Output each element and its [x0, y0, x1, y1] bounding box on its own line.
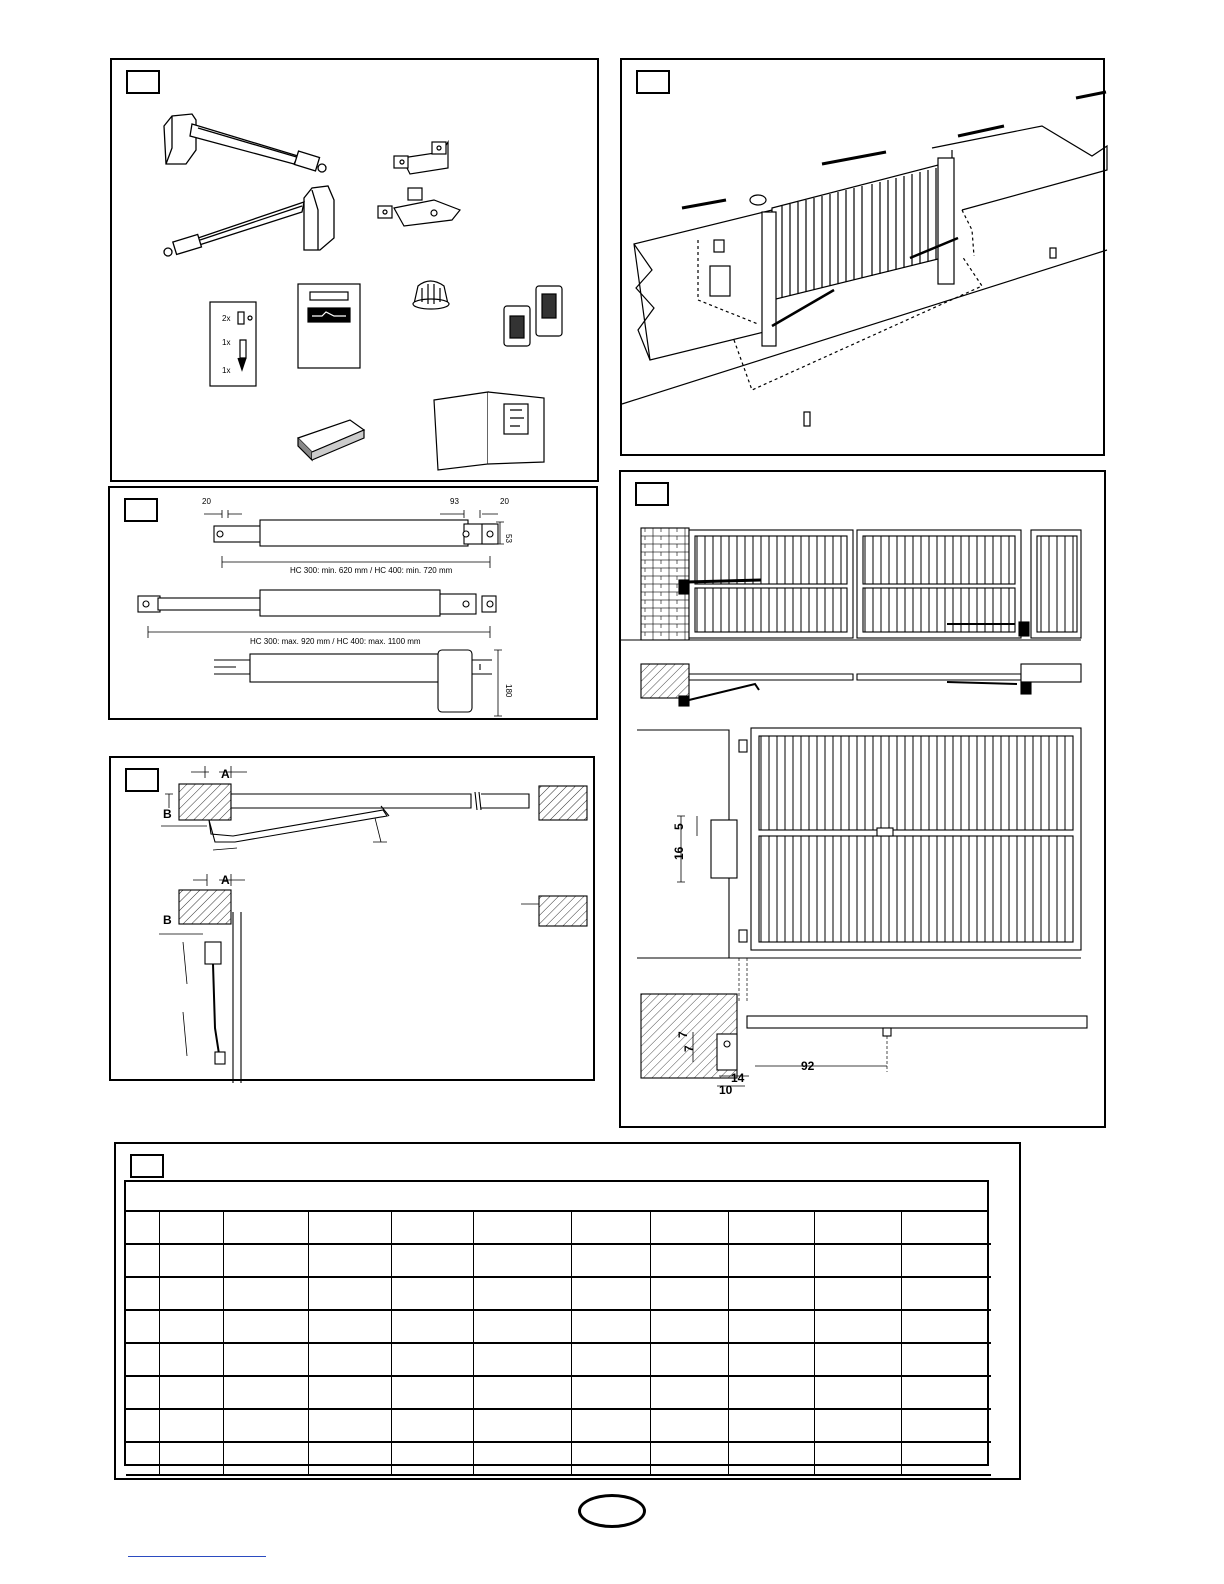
table-cell	[126, 1410, 160, 1443]
panel-kit-contents	[110, 58, 599, 482]
table-cell	[651, 1212, 729, 1245]
dim-20-right-label: 20	[500, 497, 509, 506]
mount-b-bottom-label: B	[163, 913, 172, 927]
dim-5-label: 5	[672, 823, 686, 830]
table-cell	[902, 1443, 991, 1476]
table-cell	[126, 1377, 160, 1410]
table-cell	[392, 1344, 474, 1377]
dim-93-label: 93	[450, 497, 459, 506]
table-cell	[309, 1212, 392, 1245]
table-cell	[902, 1311, 991, 1344]
table-cell	[224, 1410, 309, 1443]
table-cell	[902, 1245, 991, 1278]
table-cell	[815, 1443, 902, 1476]
table-cell	[815, 1311, 902, 1344]
table-cell	[902, 1410, 991, 1443]
page-number-oval	[578, 1494, 646, 1528]
dim-16-label: 16	[672, 846, 686, 860]
table-cell	[126, 1278, 160, 1311]
mount-a-top-label: A	[221, 767, 230, 781]
footer-link-underline	[128, 1556, 266, 1557]
dim-20-left-label: 20	[202, 497, 211, 506]
table-cell	[392, 1212, 474, 1245]
table-cell	[224, 1278, 309, 1311]
table-cell	[815, 1410, 902, 1443]
table-cell	[902, 1377, 991, 1410]
table-cell	[651, 1311, 729, 1344]
table-cell	[572, 1245, 651, 1278]
qty-1x-label-a: 1x	[222, 338, 231, 347]
bracket-drawing-upper	[394, 142, 448, 174]
table-cell	[572, 1212, 651, 1245]
remote-control	[298, 420, 364, 460]
mount-a-bottom-label: A	[221, 873, 230, 887]
table-cell	[474, 1212, 572, 1245]
table-cell	[729, 1410, 815, 1443]
table-cell	[309, 1410, 392, 1443]
table-cell	[572, 1311, 651, 1344]
table-cell	[474, 1311, 572, 1344]
dimensions-drawing	[110, 488, 600, 722]
table-cell	[815, 1245, 902, 1278]
panel-gate-views	[619, 470, 1106, 1128]
table-cell	[729, 1245, 815, 1278]
table-cell	[126, 1245, 160, 1278]
data-table	[124, 1180, 989, 1466]
dim-14-label: 14	[731, 1071, 745, 1085]
table-cell	[126, 1311, 160, 1344]
table-cell	[572, 1278, 651, 1311]
table-cell	[309, 1278, 392, 1311]
table-cell	[651, 1278, 729, 1311]
table-cell	[572, 1377, 651, 1410]
table-cell	[309, 1311, 392, 1344]
table-cell	[474, 1443, 572, 1476]
panel-installation-overview	[620, 58, 1105, 456]
table-cell	[729, 1344, 815, 1377]
table-cell	[651, 1344, 729, 1377]
dim-7a-label: 7	[676, 1031, 690, 1038]
table-cell	[224, 1311, 309, 1344]
actuator-drawing-lower	[164, 186, 334, 256]
table-cell	[309, 1344, 392, 1377]
mount-b-top-label: B	[163, 807, 172, 821]
photocell-pair	[504, 286, 562, 346]
gate-views-drawing	[621, 472, 1108, 1130]
table-cell	[392, 1410, 474, 1443]
warning-lamp	[413, 281, 449, 309]
table-cell	[224, 1377, 309, 1410]
table-cell	[902, 1212, 991, 1245]
table-cell	[224, 1212, 309, 1245]
table-cell	[126, 1443, 160, 1476]
table-cell	[160, 1278, 224, 1311]
table-cell	[392, 1278, 474, 1311]
mounting-drawing	[111, 758, 597, 1083]
actuator-drawing-upper	[164, 114, 326, 172]
table-cell	[902, 1278, 991, 1311]
instruction-manual	[298, 284, 360, 368]
table-cell	[815, 1212, 902, 1245]
table-cell	[160, 1311, 224, 1344]
table-cell	[729, 1443, 815, 1476]
overview-drawing	[622, 60, 1107, 458]
table-cell	[160, 1344, 224, 1377]
table-cell	[651, 1377, 729, 1410]
table-cell	[651, 1245, 729, 1278]
table-cell	[160, 1410, 224, 1443]
table-cell	[729, 1377, 815, 1410]
table-cell	[474, 1344, 572, 1377]
screw-sachet	[210, 302, 256, 386]
table-cell	[651, 1443, 729, 1476]
table-cell	[309, 1245, 392, 1278]
table-cell	[474, 1245, 572, 1278]
table-cell	[729, 1311, 815, 1344]
dim-7b-label: 7	[682, 1045, 696, 1052]
panel-mounting	[109, 756, 595, 1081]
table-cell	[309, 1443, 392, 1476]
qty-2x-label: 2x	[222, 314, 231, 323]
dim-53-label: 53	[504, 534, 513, 543]
table-cell	[474, 1278, 572, 1311]
panel-table-tag	[130, 1154, 164, 1178]
table-cell	[160, 1212, 224, 1245]
table-cell	[160, 1377, 224, 1410]
control-box	[434, 392, 544, 470]
table-header-row	[126, 1182, 987, 1212]
panel-dimensions	[108, 486, 598, 720]
table-cell	[651, 1410, 729, 1443]
qty-1x-label-b: 1x	[222, 366, 231, 375]
bracket-drawing-lower	[378, 188, 460, 226]
table-cell	[160, 1245, 224, 1278]
table-cell	[224, 1245, 309, 1278]
table-cell	[392, 1311, 474, 1344]
table-cell	[309, 1377, 392, 1410]
table-grid	[126, 1212, 987, 1476]
table-cell	[392, 1443, 474, 1476]
table-cell	[815, 1377, 902, 1410]
table-cell	[572, 1344, 651, 1377]
table-cell	[126, 1212, 160, 1245]
dim-180-label: 180	[504, 684, 513, 698]
min-length-label: HC 300: min. 620 mm / HC 400: min. 720 mm	[290, 566, 453, 575]
table-cell	[902, 1344, 991, 1377]
table-cell	[224, 1443, 309, 1476]
kit-drawing	[112, 60, 601, 484]
table-cell	[126, 1344, 160, 1377]
table-cell	[815, 1278, 902, 1311]
table-cell	[815, 1344, 902, 1377]
dim-10-label: 10	[719, 1083, 733, 1097]
table-cell	[160, 1443, 224, 1476]
table-cell	[474, 1377, 572, 1410]
table-cell	[729, 1212, 815, 1245]
table-cell	[572, 1443, 651, 1476]
table-cell	[392, 1377, 474, 1410]
table-cell	[392, 1245, 474, 1278]
dim-92-label: 92	[801, 1059, 815, 1073]
table-cell	[474, 1410, 572, 1443]
table-cell	[572, 1410, 651, 1443]
max-length-label: HC 300: max. 920 mm / HC 400: max. 1100 mm	[250, 637, 421, 646]
table-cell	[729, 1278, 815, 1311]
table-cell	[224, 1344, 309, 1377]
